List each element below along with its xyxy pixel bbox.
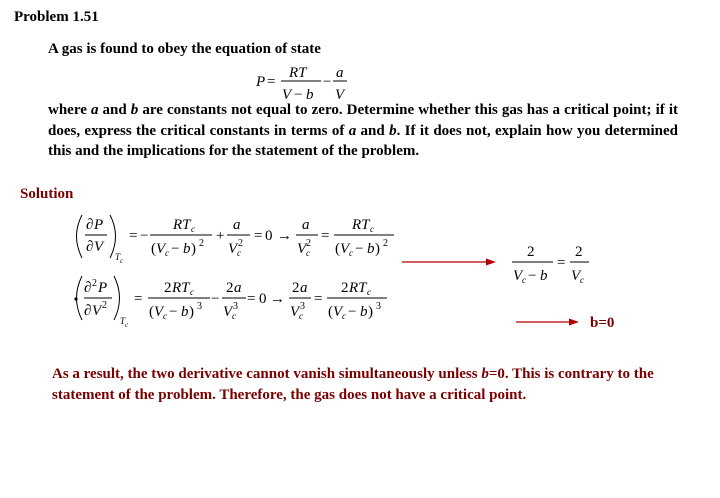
problem-statement xyxy=(48,100,678,162)
svg-text:P: P xyxy=(98,280,108,296)
svg-text:V: V xyxy=(333,304,343,320)
svg-text:T: T xyxy=(120,316,126,326)
svg-text:−: − xyxy=(140,228,149,244)
svg-text:V: V xyxy=(154,304,164,320)
svg-text:V: V xyxy=(94,239,104,255)
svg-text:c: c xyxy=(191,224,195,234)
svg-text:=: = xyxy=(267,74,276,90)
svg-text:b: b xyxy=(360,304,368,320)
svg-text:∂: ∂ xyxy=(86,217,94,233)
svg-text:−: − xyxy=(528,268,537,284)
svg-text:(: ( xyxy=(151,241,156,257)
svg-text:c: c xyxy=(306,248,310,258)
svg-text:2: 2 xyxy=(199,238,204,249)
svg-text:0: 0 xyxy=(265,228,273,244)
svg-text:2: 2 xyxy=(383,238,388,249)
svg-text:=: = xyxy=(129,228,138,244)
svg-text:→: → xyxy=(277,228,292,244)
svg-text:3: 3 xyxy=(233,301,238,312)
svg-text:c: c xyxy=(125,321,129,329)
statement-text-5: . If it does not, explain how you determined this and the implications for the statement of the problem. xyxy=(48,122,678,159)
statement-text-4: and xyxy=(356,122,390,139)
svg-text:=: = xyxy=(557,255,566,271)
conclusion-text-2: =0. This is contrary to the statement of the problem. Therefore, the gas does not have a critical point. xyxy=(52,366,654,403)
svg-text:c: c xyxy=(349,248,353,258)
svg-text:−: − xyxy=(323,74,332,90)
svg-text:−: − xyxy=(211,291,220,307)
svg-text:): ) xyxy=(189,304,194,320)
equation-of-state xyxy=(255,65,347,103)
svg-text:a: a xyxy=(336,65,344,81)
svg-text:2: 2 xyxy=(226,280,234,296)
svg-text:2: 2 xyxy=(102,300,107,311)
b-zero-result: b=0 xyxy=(590,315,615,331)
statement-var-a-1: a xyxy=(90,102,99,118)
second-derivative-equation xyxy=(74,276,387,329)
statement-var-a-2: a xyxy=(348,122,357,139)
svg-text:b: b xyxy=(181,304,189,320)
svg-text:=: = xyxy=(321,228,330,244)
svg-text:(: ( xyxy=(328,304,333,320)
svg-text:V: V xyxy=(92,303,102,319)
svg-text:−: − xyxy=(348,304,357,320)
svg-text:∂: ∂ xyxy=(84,280,92,296)
svg-text:2: 2 xyxy=(292,280,300,296)
svg-text:−: − xyxy=(171,241,180,257)
svg-text:V: V xyxy=(290,304,300,320)
svg-text:c: c xyxy=(342,311,346,321)
svg-text:RT: RT xyxy=(352,217,370,233)
svg-text:2: 2 xyxy=(527,244,535,260)
problem-intro: A gas is found to obey the equation of state xyxy=(48,41,321,57)
arrow-2 xyxy=(516,319,579,326)
svg-text:V: V xyxy=(335,87,345,103)
svg-text:3: 3 xyxy=(197,301,202,312)
statement-text-2: and xyxy=(98,102,131,118)
svg-text:c: c xyxy=(163,311,167,321)
svg-text:(: ( xyxy=(335,241,340,257)
problem-title: Problem 1.51 xyxy=(14,9,99,25)
svg-text:c: c xyxy=(165,248,169,258)
svg-text:2: 2 xyxy=(575,244,583,260)
svg-text:c: c xyxy=(367,287,371,297)
conclusion-var-b: b xyxy=(481,366,489,382)
svg-text:a: a xyxy=(234,280,242,296)
conclusion-text-1: As a result, the two derivative cannot vanish simultaneously unless xyxy=(52,366,482,382)
svg-text:P: P xyxy=(256,74,266,90)
svg-text:−: − xyxy=(355,241,364,257)
svg-text:V: V xyxy=(571,268,581,284)
svg-text:−: − xyxy=(294,87,303,103)
svg-text:a: a xyxy=(300,280,308,296)
svg-text:=: = xyxy=(247,291,256,307)
svg-text:V: V xyxy=(228,241,238,257)
svg-text:a: a xyxy=(302,217,310,233)
svg-text:2: 2 xyxy=(306,238,311,249)
svg-text:V: V xyxy=(340,241,350,257)
svg-text:b: b xyxy=(367,241,375,257)
first-derivative-equation xyxy=(77,215,395,265)
solution-heading: Solution xyxy=(20,186,74,202)
svg-text:V: V xyxy=(297,241,307,257)
svg-text:a: a xyxy=(233,217,241,233)
svg-text:): ) xyxy=(375,241,380,257)
svg-text:V: V xyxy=(156,241,166,257)
svg-text:3: 3 xyxy=(376,301,381,312)
svg-text:=: = xyxy=(134,291,143,307)
svg-text:V: V xyxy=(282,87,292,103)
svg-text:→: → xyxy=(270,291,285,307)
svg-text:2: 2 xyxy=(164,280,172,296)
svg-text:c: c xyxy=(580,275,584,285)
svg-text:RT: RT xyxy=(173,217,191,233)
svg-text:(: ( xyxy=(149,304,154,320)
svg-text:2: 2 xyxy=(341,280,349,296)
svg-text:−: − xyxy=(169,304,178,320)
svg-text:3: 3 xyxy=(300,301,305,312)
arrow-1 xyxy=(402,259,496,266)
svg-text:c: c xyxy=(232,311,236,321)
svg-text:c: c xyxy=(522,275,526,285)
svg-text:T: T xyxy=(115,252,121,262)
svg-text:c: c xyxy=(299,311,303,321)
svg-text:b: b xyxy=(306,87,314,103)
svg-text:0: 0 xyxy=(259,291,267,307)
svg-text:RT: RT xyxy=(172,280,190,296)
statement-text-1: where xyxy=(48,102,91,118)
statement-var-b-1: b xyxy=(130,102,139,118)
svg-text:): ) xyxy=(191,241,196,257)
svg-text:V: V xyxy=(223,304,233,320)
svg-text:c: c xyxy=(120,257,124,265)
svg-text:+: + xyxy=(216,228,225,244)
svg-text:2: 2 xyxy=(238,238,243,249)
statement-text-3: are constants not equal to zero. Determine whether this gas has a critical point; if it does, express the critical constants in terms of xyxy=(48,102,678,139)
svg-text:c: c xyxy=(370,224,374,234)
svg-text:RT: RT xyxy=(349,280,367,296)
svg-text:b: b xyxy=(540,268,548,284)
statement-var-b-2: b xyxy=(389,122,397,139)
svg-text:∂: ∂ xyxy=(86,239,94,255)
svg-text:RT: RT xyxy=(289,65,307,81)
solution-conclusion xyxy=(52,364,678,406)
svg-text:c: c xyxy=(190,287,194,297)
svg-text:∂: ∂ xyxy=(84,303,92,319)
result-fraction-equation xyxy=(512,244,589,285)
svg-text:c: c xyxy=(237,248,241,258)
svg-text:b: b xyxy=(183,241,191,257)
svg-text:=: = xyxy=(314,291,323,307)
svg-text:=: = xyxy=(254,228,263,244)
svg-text:): ) xyxy=(368,304,373,320)
svg-text:P: P xyxy=(94,217,104,233)
svg-text:2: 2 xyxy=(92,278,97,289)
svg-text:V: V xyxy=(513,268,523,284)
